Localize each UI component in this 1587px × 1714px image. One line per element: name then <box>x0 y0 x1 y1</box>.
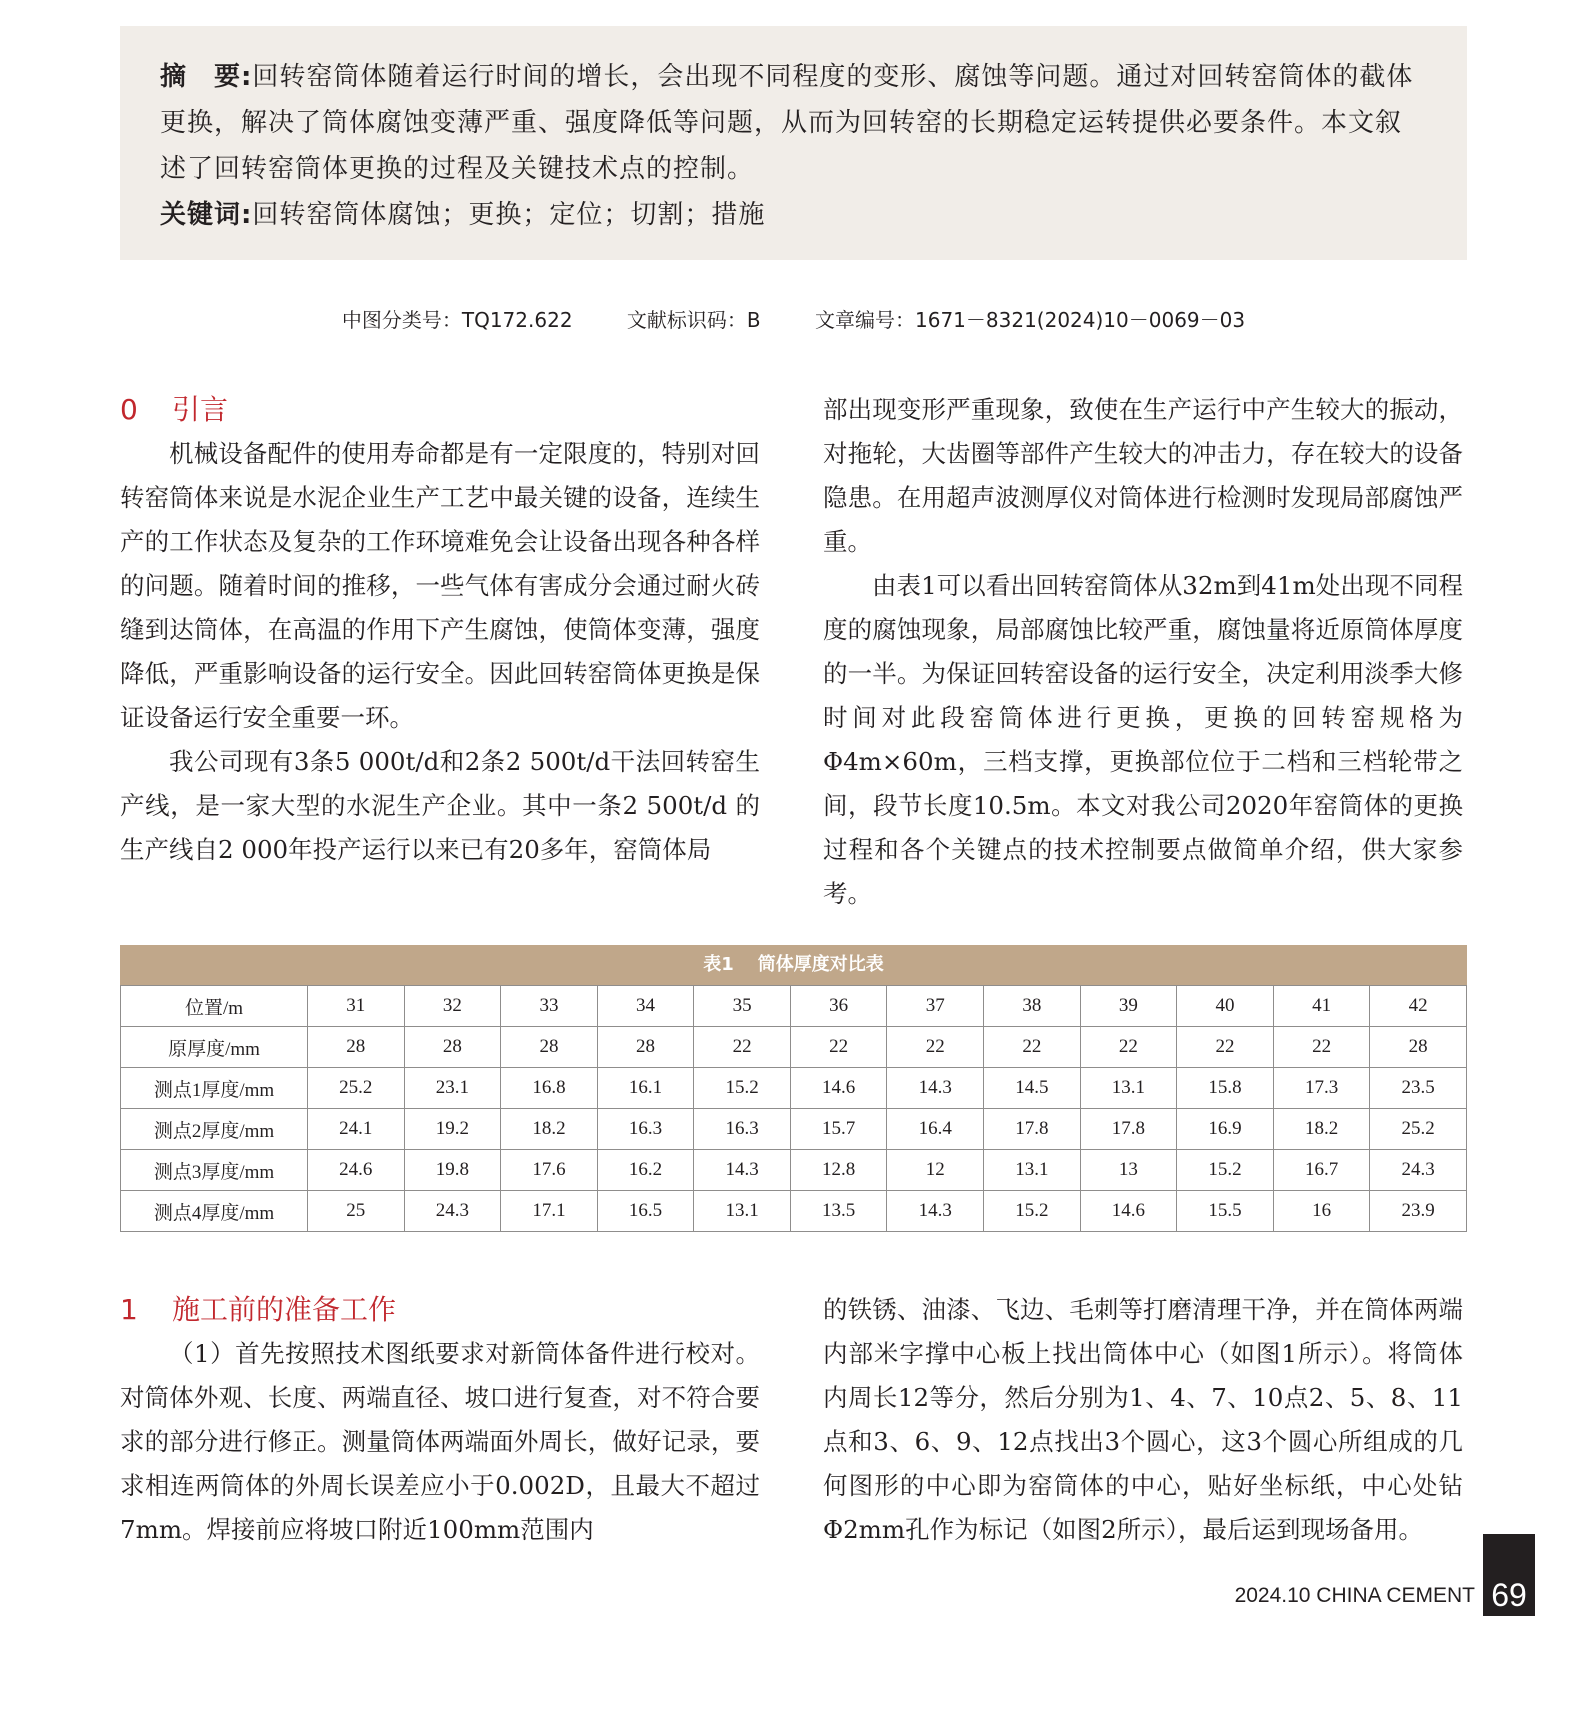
table-cell: 16.8 <box>501 1068 598 1109</box>
intro-paragraph-2-continued: 部出现变形严重现象，致使在生产运行中产生较大的振动，对拖轮，大齿圈等部件产生较大的冲击力，存在较大的设备隐患。在用超声波测厚仪对筒体进行检测时发现局部腐蚀严重。 <box>823 395 1463 556</box>
table-cell: 16.9 <box>1177 1109 1274 1150</box>
table-cell: 19.2 <box>404 1109 501 1150</box>
table-cell: 16.3 <box>694 1109 791 1150</box>
table-row <box>121 1068 1467 1109</box>
table-cell: 33 <box>501 986 598 1027</box>
table-cell: 14.3 <box>694 1150 791 1191</box>
clc-number: 中图分类号：TQ172.622 <box>341 308 573 332</box>
table-cell: 16 <box>1273 1191 1370 1232</box>
table-cell: 16.2 <box>597 1150 694 1191</box>
section-0-title: 引言 <box>172 393 229 426</box>
table-cell: 13.1 <box>984 1150 1081 1191</box>
table-cell: 22 <box>1273 1027 1370 1068</box>
section-0-heading <box>120 388 760 432</box>
table-cell: 25.2 <box>1370 1109 1467 1150</box>
table-cell: 34 <box>597 986 694 1027</box>
table-cell: 42 <box>1370 986 1467 1027</box>
table-cell: 22 <box>984 1027 1081 1068</box>
table-cell: 13.1 <box>1080 1068 1177 1109</box>
table-cell: 14.5 <box>984 1068 1081 1109</box>
table-cell: 25.2 <box>308 1068 405 1109</box>
table-cell: 24.1 <box>308 1109 405 1150</box>
table-cell: 13.1 <box>694 1191 791 1232</box>
keywords-label: 关键词: <box>160 200 253 230</box>
section-0-number: 0 <box>120 393 138 426</box>
table-cell: 14.3 <box>887 1068 984 1109</box>
table-cell: 17.1 <box>501 1191 598 1232</box>
table-cell: 17.8 <box>1080 1109 1177 1150</box>
prep-paragraph-1: （1）首先按照技术图纸要求对新筒体备件进行校对。对筒体外观、长度、两端直径、坡口进行复查，对不符合要求的部分进行修正。测量筒体两端面外周长，做好记录，要求相连两筒体的外周长误差应小于0.002D，且最大不超过7mm。焊接前应将坡口附近100mm范围内 <box>120 1339 760 1544</box>
table-cell: 15.7 <box>790 1109 887 1150</box>
table-row <box>121 1109 1467 1150</box>
table-cell: 14.6 <box>790 1068 887 1109</box>
table-cell: 13 <box>1080 1150 1177 1191</box>
table-cell: 19.8 <box>404 1150 501 1191</box>
table-cell: 23.5 <box>1370 1068 1467 1109</box>
table-cell: 23.1 <box>404 1068 501 1109</box>
table-cell: 35 <box>694 986 791 1027</box>
table-caption: 筒体厚度对比表 <box>757 954 884 975</box>
table-number: 表1 <box>703 954 734 975</box>
abstract-label: 摘 要: <box>160 62 253 92</box>
table-cell: 40 <box>1177 986 1274 1027</box>
thickness-table <box>120 945 1467 1232</box>
section-1-heading <box>120 1288 760 1332</box>
left-column-bottom <box>120 1288 760 1552</box>
table-cell: 14.3 <box>887 1191 984 1232</box>
table-cell: 24.3 <box>1370 1150 1467 1191</box>
table-cell: 16.5 <box>597 1191 694 1232</box>
table-cell: 12.8 <box>790 1150 887 1191</box>
row-label: 原厚度/mm <box>121 1027 308 1068</box>
table-cell: 22 <box>790 1027 887 1068</box>
table-cell: 18.2 <box>1273 1109 1370 1150</box>
table-cell: 16.7 <box>1273 1150 1370 1191</box>
table-cell: 31 <box>308 986 405 1027</box>
table-cell: 13.5 <box>790 1191 887 1232</box>
abstract-box <box>120 26 1467 260</box>
table-cell: 22 <box>1080 1027 1177 1068</box>
table-cell: 15.5 <box>1177 1191 1274 1232</box>
row-label: 测点2厚度/mm <box>121 1109 308 1150</box>
table-cell: 23.9 <box>1370 1191 1467 1232</box>
table-cell: 14.6 <box>1080 1191 1177 1232</box>
section-1-title: 施工前的准备工作 <box>172 1293 397 1326</box>
table-cell: 17.3 <box>1273 1068 1370 1109</box>
table-cell: 22 <box>694 1027 791 1068</box>
table-row <box>121 1150 1467 1191</box>
table-cell: 17.8 <box>984 1109 1081 1150</box>
row-label: 测点3厚度/mm <box>121 1150 308 1191</box>
left-column-top <box>120 388 760 872</box>
table-cell: 28 <box>501 1027 598 1068</box>
table-cell: 22 <box>1177 1027 1274 1068</box>
table-cell: 18.2 <box>501 1109 598 1150</box>
data-table <box>120 985 1467 1232</box>
table-cell: 24.3 <box>404 1191 501 1232</box>
intro-paragraph-3: 由表1可以看出回转窑筒体从32m到41m处出现不同程度的腐蚀现象，局部腐蚀比较严重，腐蚀量将近原筒体厚度的一半。为保证回转窑设备的运行安全，决定利用淡季大修时间对此段窑筒体进行更换，更换的回转窑规格为Φ4m×60m，三档支撑，更换部位位于二档和三档轮带之间，段节长度10.5m。本文对我公司2020年窑筒体的更换过程和各个关键点的技术控制要点做简单介绍，供大家参考。 <box>823 571 1463 908</box>
table-cell: 25 <box>308 1191 405 1232</box>
prep-paragraph-1-continued: 的铁锈、油漆、飞边、毛刺等打磨清理干净，并在筒体两端内部米字撑中心板上找出筒体中心（如图1所示）。将筒体内周长12等分，然后分别为1、4、7、10点2、5、8、11点和3、6、9、12点找出3个圆心，这3个圆心所组成的几何图形的中心即为窑筒体的中心，贴好坐标纸，中心处钻Φ2mm孔作为标记（如图2所示），最后运到现场备用。 <box>823 1295 1463 1544</box>
table-cell: 15.8 <box>1177 1068 1274 1109</box>
abstract-text: 回转窑筒体随着运行时间的增长，会出现不同程度的变形、腐蚀等问题。通过对回转窑筒体的截体更换，解决了筒体腐蚀变薄严重、强度降低等问题，从而为回转窑的长期稳定运转提供必要条件。本文叙述了回转窑筒体更换的过程及关键技术点的控制。 <box>160 62 1414 184</box>
article-number: 文章编号：1671－8321(2024)10－0069－03 <box>815 308 1246 332</box>
row-label: 测点4厚度/mm <box>121 1191 308 1232</box>
section-1-number: 1 <box>120 1293 138 1326</box>
table-cell: 17.6 <box>501 1150 598 1191</box>
document-code: 文献标识码：B <box>626 308 761 332</box>
page-footer <box>1235 1534 1535 1616</box>
table-row <box>121 1027 1467 1068</box>
table-cell: 28 <box>1370 1027 1467 1068</box>
table-cell: 28 <box>308 1027 405 1068</box>
table-cell: 22 <box>887 1027 984 1068</box>
table-cell: 15.2 <box>694 1068 791 1109</box>
table-cell: 24.6 <box>308 1150 405 1191</box>
table-cell: 36 <box>790 986 887 1027</box>
table-cell: 39 <box>1080 986 1177 1027</box>
table-cell: 16.1 <box>597 1068 694 1109</box>
journal-name: 2024.10 CHINA CEMENT <box>1234 1584 1475 1607</box>
intro-paragraph-2: 我公司现有3条5 000t/d和2条2 500t/d干法回转窑生产线，是一家大型的水泥生产企业。其中一条2 500t/d 的生产线自2 000年投产运行以来已有20多年，窑筒体局 <box>120 747 760 864</box>
table-cell: 16.4 <box>887 1109 984 1150</box>
keywords-paragraph <box>160 192 1427 238</box>
row-label: 位置/m <box>121 986 308 1027</box>
table-cell: 15.2 <box>984 1191 1081 1232</box>
table-cell: 41 <box>1273 986 1370 1027</box>
right-column-top <box>823 388 1463 916</box>
keywords-text: 回转窑筒体腐蚀；更换；定位；切割；措施 <box>252 200 766 230</box>
table-cell: 28 <box>597 1027 694 1068</box>
table-cell: 38 <box>984 986 1081 1027</box>
right-column-bottom <box>823 1288 1463 1552</box>
table-row <box>121 986 1467 1027</box>
table-cell: 15.2 <box>1177 1150 1274 1191</box>
table-title <box>120 945 1467 985</box>
table-row <box>121 1191 1467 1232</box>
table-cell: 28 <box>404 1027 501 1068</box>
intro-paragraph-1: 机械设备配件的使用寿命都是有一定限度的，特别对回转窑筒体来说是水泥企业生产工艺中最关键的设备，连续生产的工作状态及复杂的工作环境难免会让设备出现各种各样的问题。随着时间的推移，一些气体有害成分会通过耐火砖缝到达筒体，在高温的作用下产生腐蚀，使筒体变薄，强度降低，严重影响设备的运行安全。因此回转窑筒体更换是保证设备运行安全重要一环。 <box>120 439 760 732</box>
table-cell: 32 <box>404 986 501 1027</box>
table-cell: 37 <box>887 986 984 1027</box>
page-number: 69 <box>1483 1534 1535 1616</box>
table-cell: 12 <box>887 1150 984 1191</box>
row-label: 测点1厚度/mm <box>121 1068 308 1109</box>
table-cell: 16.3 <box>597 1109 694 1150</box>
classification-line <box>0 304 1587 333</box>
abstract-paragraph <box>160 54 1427 192</box>
